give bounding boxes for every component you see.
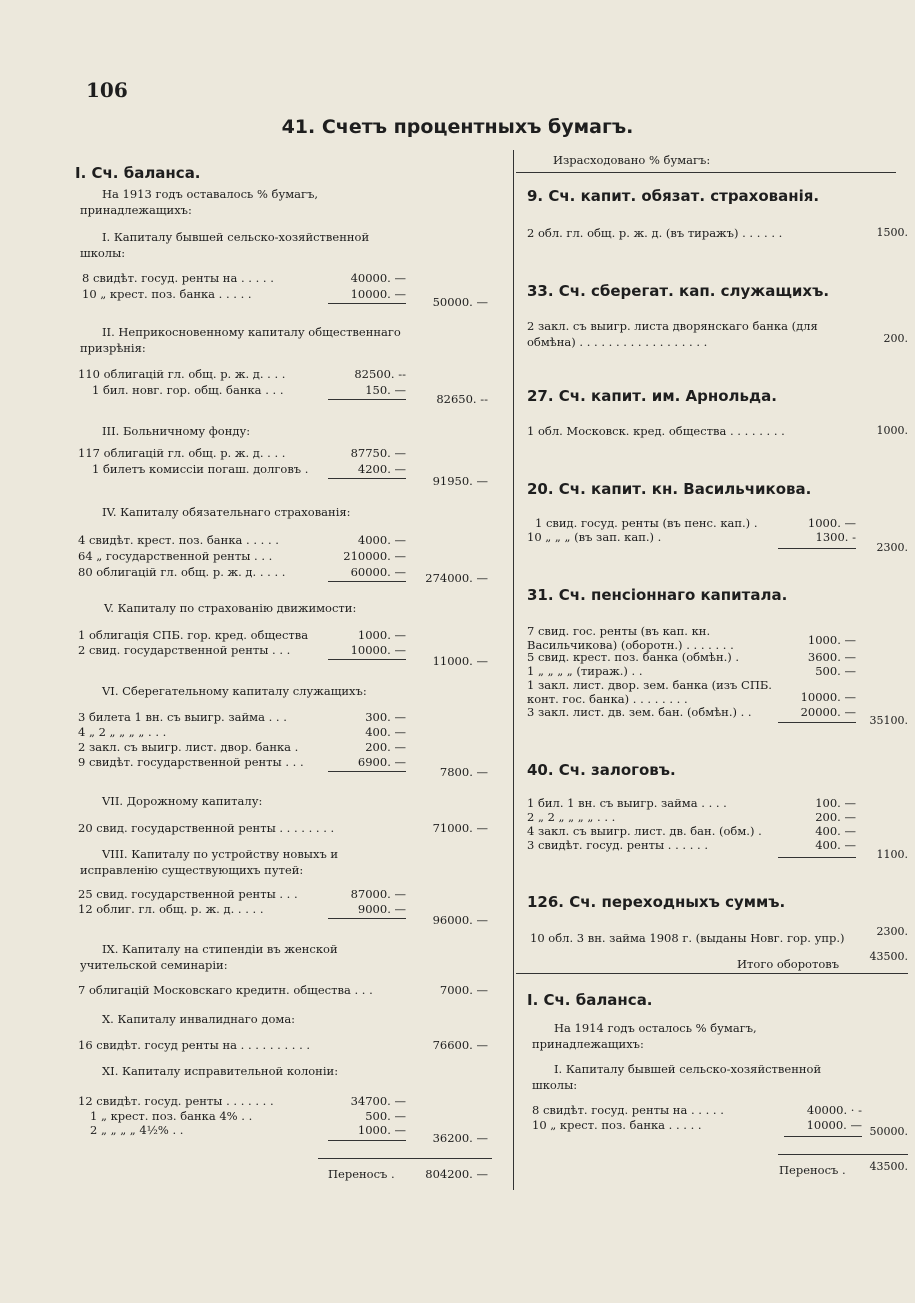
- a31-heading: 31. Сч. пенсіоннаго капитала.: [527, 586, 788, 604]
- s11-rule: [328, 1140, 406, 1141]
- s10-total: 76600. —: [432, 1038, 488, 1052]
- page-title: 41. Счетъ процентныхъ бумагъ.: [281, 116, 634, 138]
- a33-heading: 33. Сч. сберегат. кап. служащихъ.: [527, 282, 830, 300]
- b1-title: I. Капиталу бывшей сельско-хозяйственной школы:: [532, 1062, 822, 1092]
- s9-title: IX. Капиталу на стипендіи въ женской учительской семинаріи:: [80, 942, 338, 972]
- turnover-value: 43500.: [869, 950, 908, 963]
- s4-row-1: 4 свидѣт. крест. поз. банка . . . . .: [78, 533, 279, 547]
- s3-value-1: 87750. —: [350, 446, 406, 460]
- s11-value-3: 1000. —: [357, 1123, 406, 1137]
- s2-value-1: 82500. --: [354, 367, 406, 381]
- s5-title: V. Капиталу по страхованію движимости:: [104, 601, 357, 615]
- s2-value-2: 150. —: [365, 383, 406, 397]
- s3-total: 91950. —: [432, 474, 488, 488]
- s2-rule: [328, 399, 406, 400]
- s11-title: XI. Капиталу исправительной колоніи:: [102, 1064, 339, 1078]
- left-carry-value: 804200. —: [425, 1167, 488, 1181]
- right-top-rule: [516, 172, 896, 173]
- s4-value-1: 4000. —: [357, 533, 406, 547]
- a31-total: 35100.: [869, 714, 908, 727]
- a40-value-4: 400. —: [815, 838, 856, 852]
- s6-value-3: 200. —: [365, 740, 406, 754]
- s5-rule: [328, 659, 406, 660]
- right-carry-rule: [778, 1154, 908, 1155]
- a27-heading: 27. Сч. капит. им. Арнольда.: [527, 387, 777, 405]
- a40-row-2: 2 „ 2 „ „ „ „ . . .: [527, 810, 616, 824]
- s4-row-3: 80 облигацій гл. общ. р. ж. д. . . . .: [78, 565, 286, 579]
- a40-value-2: 200. —: [815, 810, 856, 824]
- s6-row-3: 2 закл. съ выигр. лист. двор. банка .: [78, 740, 299, 754]
- a31-row-4: 1 закл. лист. двор. зем. банка (изъ СПБ. конт. гос. банка) . . . . . . . .: [527, 678, 772, 706]
- left-carry-rule: [318, 1158, 492, 1159]
- a126-heading: 126. Сч. переходныхъ суммъ.: [527, 893, 786, 911]
- s6-row-4: 9 свидѣт. государственной ренты . . .: [78, 755, 304, 769]
- s8-value-1: 87000. —: [350, 887, 406, 901]
- s11-row-3: 2 „ „ „ „ 4½% . .: [90, 1123, 184, 1137]
- a33-row-1: 2 закл. съ выигр. листа дворянскаго банка (для обмѣна) . . . . . . . . . . . . . . . . . .: [527, 319, 818, 349]
- s1-title: I. Капиталу бывшей сельско-хозяйственной школы:: [80, 230, 370, 260]
- b1-row-2: 10 „ крест. поз. банка . . . . .: [532, 1118, 702, 1132]
- a27-row-1: 1 обл. Московск. кред. общества . . . . . . . .: [527, 424, 785, 438]
- a126-row-1: 10 обл. 3 вн. займа 1908 г. (выданы Новг. гор. упр.): [530, 931, 845, 945]
- a20-row-2: 10 „ „ „ (въ зап. кап.) .: [527, 530, 662, 544]
- s5-value-2: 10000. —: [350, 643, 406, 657]
- s1-total: 50000. —: [432, 295, 488, 309]
- a20-value-2: 1300. -: [815, 530, 856, 544]
- s5-row-2: 2 свид. государственной ренты . . .: [78, 643, 291, 657]
- b1-row-1: 8 свидѣт. госуд. ренты на . . . . .: [532, 1103, 724, 1117]
- a20-rule: [778, 548, 856, 549]
- s3-row-1: 117 облигацій гл. общ. р. ж. д. . . .: [78, 446, 286, 460]
- s6-value-4: 6900. —: [357, 755, 406, 769]
- a40-heading: 40. Сч. залоговъ.: [527, 761, 676, 779]
- right-spent-label: Израсходовано % бумагъ:: [553, 153, 711, 167]
- a20-value-1: 1000. —: [807, 516, 856, 530]
- a31-value-4: 10000. —: [800, 690, 856, 704]
- turnover-rule: [516, 973, 908, 974]
- left-carry-label: Переносъ .: [328, 1167, 395, 1181]
- a40-value-3: 400. —: [815, 824, 856, 838]
- a31-value-5: 20000. —: [800, 705, 856, 719]
- s3-rule: [328, 478, 406, 479]
- a40-row-4: 3 свидѣт. госуд. ренты . . . . . .: [527, 838, 709, 852]
- s3-value-2: 4200. —: [357, 462, 406, 476]
- a31-row-2: 5 свид. крест. поз. банка (обмѣн.) .: [527, 650, 740, 664]
- right-carry-value: 43500.: [869, 1160, 908, 1173]
- s4-rule: [328, 581, 406, 582]
- s7-row-1: 20 свид. государственной ренты . . . . . . . .: [78, 821, 335, 835]
- right-carry-label: Переносъ .: [779, 1163, 846, 1177]
- s1-row-2: 10 „ крест. поз. банка . . . . .: [82, 287, 252, 301]
- s5-total: 11000. —: [432, 654, 488, 668]
- s6-rule: [328, 771, 406, 772]
- s2-title: II. Неприкосновенному капиталу общественнаго призрѣнія:: [80, 325, 401, 355]
- s6-value-2: 400. —: [365, 725, 406, 739]
- b1-intro: На 1914 годъ осталось % бумагъ, принадлежащихъ:: [532, 1021, 757, 1051]
- b1-value-1: 40000. · -: [806, 1103, 862, 1117]
- s4-row-2: 64 „ государственной ренты . . .: [78, 549, 273, 563]
- s9-total: 7000. —: [439, 983, 488, 997]
- left-intro: На 1913 годъ оставалось % бумагъ, принадлежащихъ:: [80, 187, 319, 217]
- s11-total: 36200. —: [432, 1131, 488, 1145]
- s3-row-2: 1 билетъ комиссіи погаш. долговъ .: [92, 462, 309, 476]
- b1-total: 50000.: [869, 1125, 908, 1138]
- b1-rule: [784, 1136, 862, 1137]
- s11-value-2: 500. —: [365, 1109, 406, 1123]
- a31-row-1: 7 свид. гос. ренты (въ кап. кн. Васильчикова) (оборотн.) . . . . . . .: [527, 624, 734, 652]
- s11-row-2: 1 „ крест. поз. банка 4% . .: [90, 1109, 253, 1123]
- a27-total: 1000.: [876, 424, 908, 437]
- s6-row-1: 3 билета 1 вн. съ выигр. займа . . .: [78, 710, 287, 724]
- s1-row-1: 8 свидѣт. госуд. ренты на . . . . .: [82, 271, 274, 285]
- a31-value-3: 500. —: [815, 664, 856, 678]
- a40-total: 1100.: [876, 848, 908, 861]
- page-number: 106: [86, 78, 128, 102]
- s6-value-1: 300. —: [365, 710, 406, 724]
- s7-title: VII. Дорожному капиталу:: [102, 794, 263, 808]
- s2-total: 82650. --: [436, 392, 488, 406]
- a31-rule: [778, 722, 856, 723]
- b1-heading: I. Сч. баланса.: [527, 991, 653, 1009]
- s4-total: 274000. —: [425, 571, 488, 585]
- s2-row-1: 110 облигацій гл. общ. р. ж. д. . . .: [78, 367, 286, 381]
- s11-value-1: 34700. —: [350, 1094, 406, 1108]
- a31-row-5: 3 закл. лист. дв. зем. бан. (обмѣн.) . .: [527, 705, 752, 719]
- a40-value-1: 100. —: [815, 796, 856, 810]
- s8-row-1: 25 свид. государственной ренты . . .: [78, 887, 298, 901]
- a126-total: 2300.: [876, 925, 908, 938]
- s1-rule: [328, 303, 406, 304]
- s1-value-1: 40000. —: [350, 271, 406, 285]
- column-divider: [513, 150, 514, 1190]
- s6-row-2: 4 „ 2 „ „ „ „ . . .: [78, 725, 167, 739]
- a20-heading: 20. Сч. капит. кн. Васильчикова.: [527, 480, 812, 498]
- a40-row-3: 4 закл. съ выигр. лист. дв. бан. (обм.) .: [527, 824, 762, 838]
- s8-title: VIII. Капиталу по устройству новыхъ и исправленію существующихъ путей:: [80, 847, 339, 877]
- s10-row-1: 16 свидѣт. госуд ренты на . . . . . . . . . .: [78, 1038, 311, 1052]
- s6-title: VI. Сберегательному капиталу служащихъ:: [102, 684, 367, 698]
- s5-row-1: 1 облигація СПБ. гор. кред. общества: [78, 628, 309, 642]
- a40-rule: [778, 857, 856, 858]
- a40-row-1: 1 бил. 1 вн. съ выигр. займа . . . .: [527, 796, 727, 810]
- s8-total: 96000. —: [432, 913, 488, 927]
- s5-value-1: 1000. —: [357, 628, 406, 642]
- s1-value-2: 10000. —: [350, 287, 406, 301]
- a9-total: 1500.: [876, 226, 908, 239]
- a31-value-1: 1000. —: [807, 633, 856, 647]
- s2-row-2: 1 бил. новг. гор. общ. банка . . .: [92, 383, 284, 397]
- s7-total: 71000. —: [432, 821, 488, 835]
- a9-heading: 9. Сч. капит. обязат. страхованія.: [527, 187, 820, 205]
- s10-title: X. Капиталу инвалиднаго дома:: [102, 1012, 296, 1026]
- a9-row-1: 2 обл. гл. общ. р. ж. д. (въ тиражъ) . . . . . .: [527, 226, 783, 240]
- s6-total: 7800. —: [439, 765, 488, 779]
- a20-row-1: 1 свид. госуд. ренты (въ пенс. кап.) .: [535, 516, 758, 530]
- left-heading: I. Сч. баланса.: [75, 164, 201, 182]
- s8-rule: [328, 918, 406, 919]
- a31-row-3: 1 „ „ „ „ (тираж.) . .: [527, 664, 643, 678]
- s11-row-1: 12 свидѣт. госуд. ренты . . . . . . .: [78, 1094, 274, 1108]
- a20-total: 2300.: [876, 541, 908, 554]
- a33-total: 200.: [883, 332, 908, 345]
- s9-row-1: 7 облигацій Московскаго кредитн. общества . . .: [78, 983, 373, 997]
- b1-value-2: 10000. —: [806, 1118, 862, 1132]
- turnover-label: Итого оборотовъ: [737, 957, 840, 971]
- a31-value-2: 3600. —: [807, 650, 856, 664]
- s4-title: IV. Капиталу обязательнаго страхованія:: [102, 505, 351, 519]
- s8-row-2: 12 облиг. гл. общ. р. ж. д. . . . .: [78, 902, 264, 916]
- s3-title: III. Больничному фонду:: [102, 424, 251, 438]
- s4-value-3: 60000. —: [350, 565, 406, 579]
- s4-value-2: 210000. —: [343, 549, 406, 563]
- s8-value-2: 9000. —: [357, 902, 406, 916]
